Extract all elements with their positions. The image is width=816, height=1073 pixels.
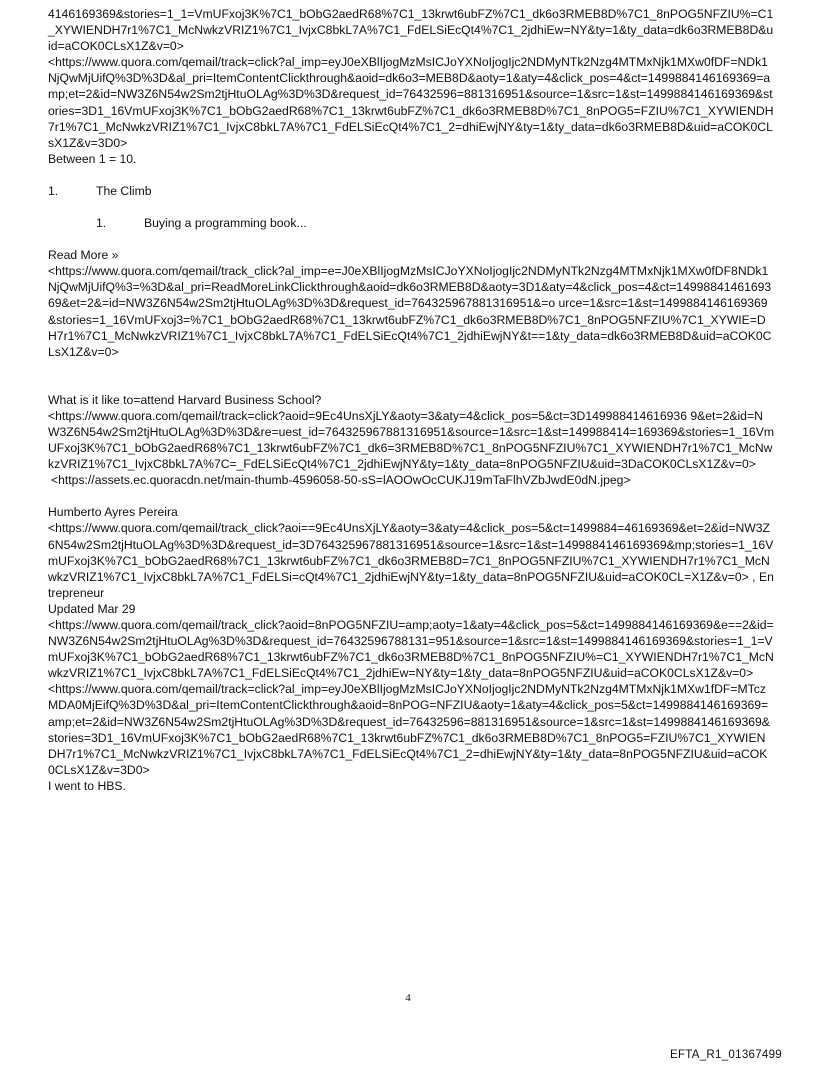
tracking-url-continuation: 4146169369&stories=1_1=VmUFxoj3K%7C1_bObG2aedR68%7C1_13krwt6ubFZ%7C1_dk6o3RMEB8D%7C1_8nPOG5NFZIU%=C1_XYWIENDH7r1%7C1_McNwkzVRIZ1%7C1_IvjxC8bkL7A%7C1_FdELSiEcQt4%7C1_2jdhiEw=NY&ty=1&ty_data=dk6o3RMEB8D&uid=aCOK0CLsX1Z&v=0> [48,7,774,54]
read-more-link-label[interactable]: Read More » [48,248,119,263]
author-link[interactable]: <https://www.quora.com/qemail/track_click?aoi==9Ec4UnsXjLY&aoty=3&aty=4&click_pos=5&ct=1499884=46169369&et=2&id=NW3Z6N54w2Sm2tjHtuOLAg%3D%3D&request_id=3D764325967881316951&source=1&src=1&st=1499884146169369&mp;stories=1_16VmUFxoj3K%7C1_bObG2aedR68%7C1_13krwt6ubFZ%7C1_dk6o3RMEB8D=7C1_8nPOG5NFZIU%7C1_XYWIENDH7r1%7C1_McNwkzVRIZ1%7C1_IvjxC8bkL7A%7C1_FdELSi=cQt4%7C1_2jdhiEwjNY&ty=1&ty_data=8nPOG5NFZIU&uid=aCOK0CL=X1Z&v=0> , Entrepreneur [48,521,774,600]
answer-body: I went to HBS. [48,778,126,793]
page-number: 4 [405,992,411,1004]
sub-list-item-text: Buying a programming book... [144,216,307,231]
document-page [48,6,774,794]
read-more-url[interactable]: <https://www.quora.com/qemail/track_click?al_imp=e=J0eXBlIjogMzMsICJoYXNoIjogIjc2NDMyNTk2Nzg4MTMxNjk1MXw0fDF8NDk1NjQwMjUifQ%3=%3D&al_pri=ReadMoreLinkClickthrough&aoid=dk6o3RMEB8D&aoty=3D1&aty=4&click_pos=4&ct=1499884146169369&et=2&=id=NW3Z6N54w2Sm2tjHtuOLAg%3D%3D&request_id=764325967881316951&=o urce=1&src=1&st=1499884146169369&stories=1_16VmUFxoj3=%7C1_bObG2aedR68%7C1_13krwt6ubFZ%7C1_dk6o3RMEB8D%7C1_8nPOG5NFZIU%7C1_XYWIE=DH7r1%7C1_McNwkzVRIZ1%7C1_IvjxC8bkL7A%7C1_FdELSiEcQt4%7C1_2jdhiEwjNY&t==1&ty_data=dk6o3RMEB8D&uid=aCOK0CLsX1Z&v=0> [48,264,772,359]
between-text: Between 1 = 10. [48,151,137,166]
document-id: EFTA_R1_01367499 [670,1049,782,1061]
updated-date: Updated Mar 29 [48,601,136,616]
list-item-text: The Climb [96,183,152,198]
sub-list-item [48,215,774,231]
answer-link-2[interactable]: <https://www.quora.com/qemail/track=click?al_imp=eyJ0eXBlIjogMzMsICJoYXNoIjogIjc2NDMyNTk2Nzg4MTMxNjk1MXw1fDF=MTczMDA0MjEifQ%3D%3D&al_pri=ItemContentClickthrough&aoid=8nPOG=NFZIU&aoty=1&aty=4&click_pos=5&ct=1499884146169369=amp;et=2&id=NW3Z6N54w2Sm2tjHtuOLAg%3D%3D&request_id=76432596=881316951&source=1&src=1&st=1499884146169369&stories=3D1_16VmUFxoj3K%7C1_bObG2aedR68%7C1_13krwt6ubFZ%7C1_dk6o3RMEB8D%7C1_8nPOG5=FZIU%7C1_XYWIENDH7r1%7C1_McNwkzVRIZ1%7C1_IvjxC8bkL7A%7C1_FdELSiEcQt4%7C1_2=dhiEwjNY&ty=1&ty_data=8nPOG5NFZIU&uid=aCOK0CLsX1Z&v=3D0> [48,682,770,777]
tracking-link[interactable]: <https://www.quora.com/qemail/track=click?al_imp=eyJ0eXBlIjogMzMsICJoYXNoIjogIjc2NDMyNTk2Nzg4MTMxNjk1MXw0fDF=NDk1NjQwMjUifQ%3D%3D&al_pri=ItemContentClickthrough&aoid=dk6o3=MEB8D&aoty=1&aty=4&click_pos=4&ct=1499884146169369=amp;et=2&id=NW3Z6N54w2Sm2tjHtuOLAg%3D%3D&request_id=76432596=881316951&source=1&src=1&st=1499884146169369&stories=3D1_16VmUFxoj3K%7C1_bObG2aedR68%7C1_13krwt6ubFZ%7C1_dk6o3RMEB8D%7C1_8nPOG5=FZIU%7C1_XYWIENDH7r1%7C1_McNwkzVRIZ1%7C1_IvjxC8bkL7A%7C1_FdELSiEcQt4%7C1_2=dhiEwjNY&ty=1&ty_data=dk6o3RMEB8D&uid=aCOK0CLsX1Z&v=3D0> [48,55,774,150]
list-item [48,183,774,199]
answer-link-1[interactable]: <https://www.quora.com/qemail/track_click?aoid=8nPOG5NFZIU=amp;aoty=1&aty=4&click_pos=5&ct=1499884146169369&e==2&id=NW3Z6N54w2Sm2tjHtuOLAg%3D%3D&request_id=76432596788131=951&source=1&src=1&st=1499884146169369&stories=1_1=VmUFxoj3K%7C1_bObG2aedR68%7C1_13krwt6ubFZ%7C1_dk6o3RMEB8D%7C1_8nPOG5NFZIU%=C1_XYWIENDH7r1%7C1_McNwkzVRIZ1%7C1_IvjxC8bkL7A%7C1_FdELSiEcQt4%7C1_2jdhiEw=NY&ty=1&ty_data=8nPOG5NFZIU&uid=aCOK0CLsX1Z&v=0> [48,618,774,681]
question-title[interactable]: What is it like to=attend Harvard Business School? [48,392,322,407]
list-number: 1. [48,183,59,198]
thumbnail-link[interactable]: <https://assets.ec.quoracdn.net/main-thumb-4596058-50-sS=lAOOwOcCUKJ19mTaFlhVZbJwdE0dN.jpeg> [51,473,631,488]
sub-list-number: 1. [96,216,107,231]
question-link[interactable]: <https://www.quora.com/qemail/track=click?aoid=9Ec4UnsXjLY&aoty=3&aty=4&click_pos=5&ct=3D149988414616936 9&et=2&id=NW3Z6N54w2Sm2tjHtuOLAg%3D%3D&re=uest_id=764325967881316951&source=1&src=1&st=149988414=169369&stories=1_16VmUFxoj3K%7C1_bObG2aedR68%7C1_13krwt6ubFZ%7C1_dk6=3RMEB8D%7C1_8nPOG5NFZIU%7C1_XYWIENDH7r1%7C1_McNwkzVRIZ1%7C1_IvjxC8bkL7A%7C=_FdELSiEcQt4%7C1_2jdhiEwjNY&ty=1&ty_data=8nPOG5NFZIU&uid=3DaCOK0CLsX1Z&v=0> [48,408,774,472]
answer-author[interactable]: Humberto Ayres Pereira [48,505,178,520]
